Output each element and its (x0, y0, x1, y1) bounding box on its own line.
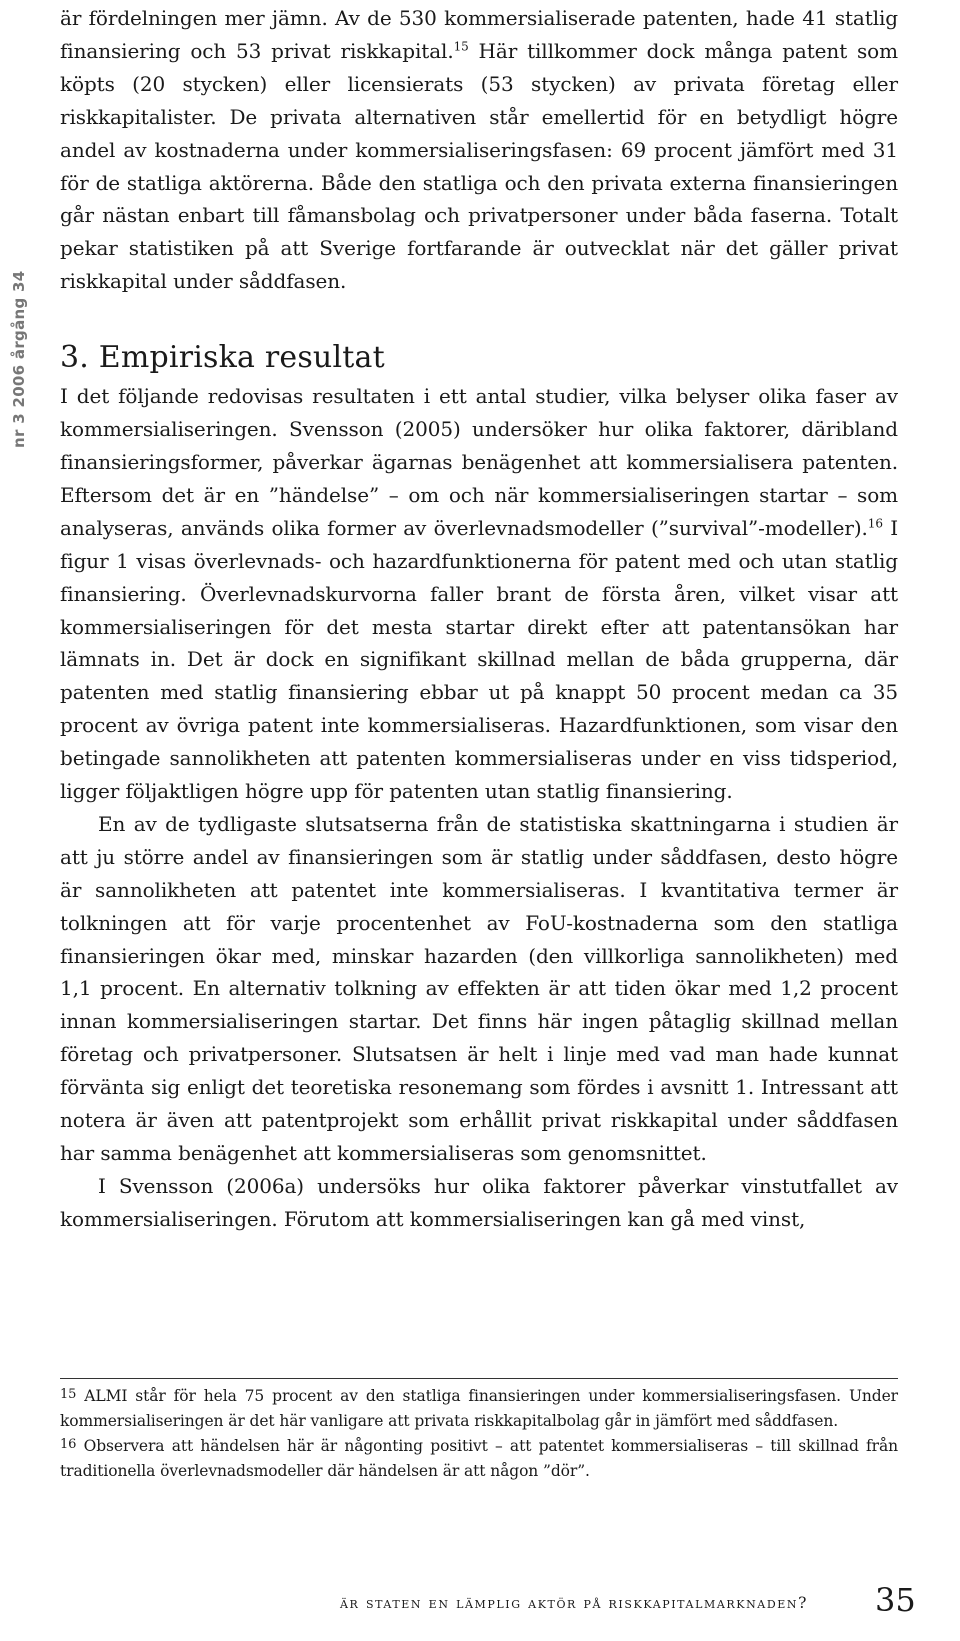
page-number: 35 (875, 1581, 916, 1619)
footnote-16 (60, 1434, 898, 1484)
footnote-ref-15[interactable]: 15 (453, 39, 469, 54)
footnote-ref-16[interactable]: 16 (867, 516, 883, 531)
paragraph-2-text-a: I det följande redovisas resultaten i ett antal studier, vilka belyser olika faser av kommersialiseringen. Svensson (2005) undersöker hur olika faktorer, däribland finansieringsformer, påverkar ägarnas benägenhet att kommersialisera patenten. Eftersom det är en ”händelse” – om och när kommersialiseringen startar – som analyseras, används olika former av överlevnadsmodeller (”survival”-modeller). (60, 384, 898, 540)
footnote-text: Observera att händelsen här är någonting positivt – att patentet kommersialiseras – till skillnad från traditionella överlevnadsmodeller där händelsen är att någon ”dör”. (60, 1437, 898, 1480)
paragraph-3: En av de tydligaste slutsatserna från de statistiska skattningarna i studien är att ju större andel av finansieringen som är statlig under såddfasen, desto högre är sannolikheten att patentet inte kommersialiseras. I kvantitativa termer är tolkningen att för varje procentenhet av FoU-kostnaderna som den statliga finansieringen ökar med, minskar hazarden (den villkorliga sannolikheten) med 1,1 procent. En alternativ tolkning av effekten är att tiden ökar med 1,2 procent innan kommersialiseringen startar. Det finns här ingen påtaglig skillnad mellan företag och privatpersoner. Slutsatsen är helt i linje med vad man hade kunnat förvänta sig enligt det teoretiska resonemang som fördes i avsnitt 1. Intressant att notera är även att patentprojekt som erhållit privat riskkapital under såddfasen har samma benägenhet att kommersialiseras som genomsnittet. (60, 811, 898, 1165)
paragraph-2-text-b: I figur 1 visas överlevnads- och hazardfunktionerna för patent med och utan statlig finansiering. Överlevnadskurvorna faller brant de första åren, vilket visar att kommersialiseringen för det mesta startar direkt efter att patentansökan har lämnats in. Det är dock en signifikant skillnad mellan de båda grupperna, där patenten med statlig finansiering ebbar ut på knappt 50 procent medan ca 35 procent av övriga patent inte kommersialiseras. Hazardfunktionen, som visar den betingade sannolikheten att patenten kommersialiseras under en viss tidsperiod, ligger följaktligen högre upp för patenten utan statlig finansiering. (60, 515, 898, 804)
journal-issue-text: nr 3 2006 årgång 34 (10, 270, 28, 448)
paragraph-1-text-b: Här tillkommer dock många patent som köpts (20 stycken) eller licensierats (53 stycken) av privata företag eller riskkapitalister. De privata alternativen står emellertid för en betydligt högre andel av kostnaderna under kommersialiseringsfasen: 69 procent jämfört med 31 för de statliga aktörerna. Både den statliga och den privata externa finansieringen går nästan enbart till fåmansbolag och privatpersoner under båda faserna. Totalt pekar statistiken på att Sverige fortfarande är outvecklat när det gäller privat riskkapital under såddfasen. (60, 38, 898, 294)
footnote-number: 15 (60, 1387, 77, 1402)
article-body (60, 0, 898, 1236)
paragraph-1 (60, 2, 898, 298)
footnotes (60, 1384, 898, 1484)
running-head: är staten en lämplig aktör på riskkapitalmarknaden? (340, 1594, 809, 1612)
paragraph-2 (60, 380, 898, 808)
journal-issue-label (6, 270, 34, 448)
footnote-number: 16 (60, 1437, 77, 1452)
footnote-15 (60, 1384, 898, 1434)
paragraph-4: I Svensson (2006a) undersöks hur olika faktorer påverkar vinstutfallet av kommersialiseringen. Förutom att kommersialiseringen kan gå med vinst, (60, 1173, 898, 1231)
paragraph-1-text-a: är fördelningen mer jämn. Av de 530 kommersialiserade patenten, hade 41 statlig finansiering och 53 privat riskkapital. (60, 6, 898, 63)
section-heading: 3. Empiriska resultat (60, 340, 385, 376)
footnote-divider (60, 1378, 898, 1379)
footnote-text: ALMI står för hela 75 procent av den statliga finansieringen under kommersialiseringsfasen. Under kommersialiseringen är det här vanligare att privata riskkapitalbolag går in jämfört med såddfasen. (60, 1387, 898, 1430)
